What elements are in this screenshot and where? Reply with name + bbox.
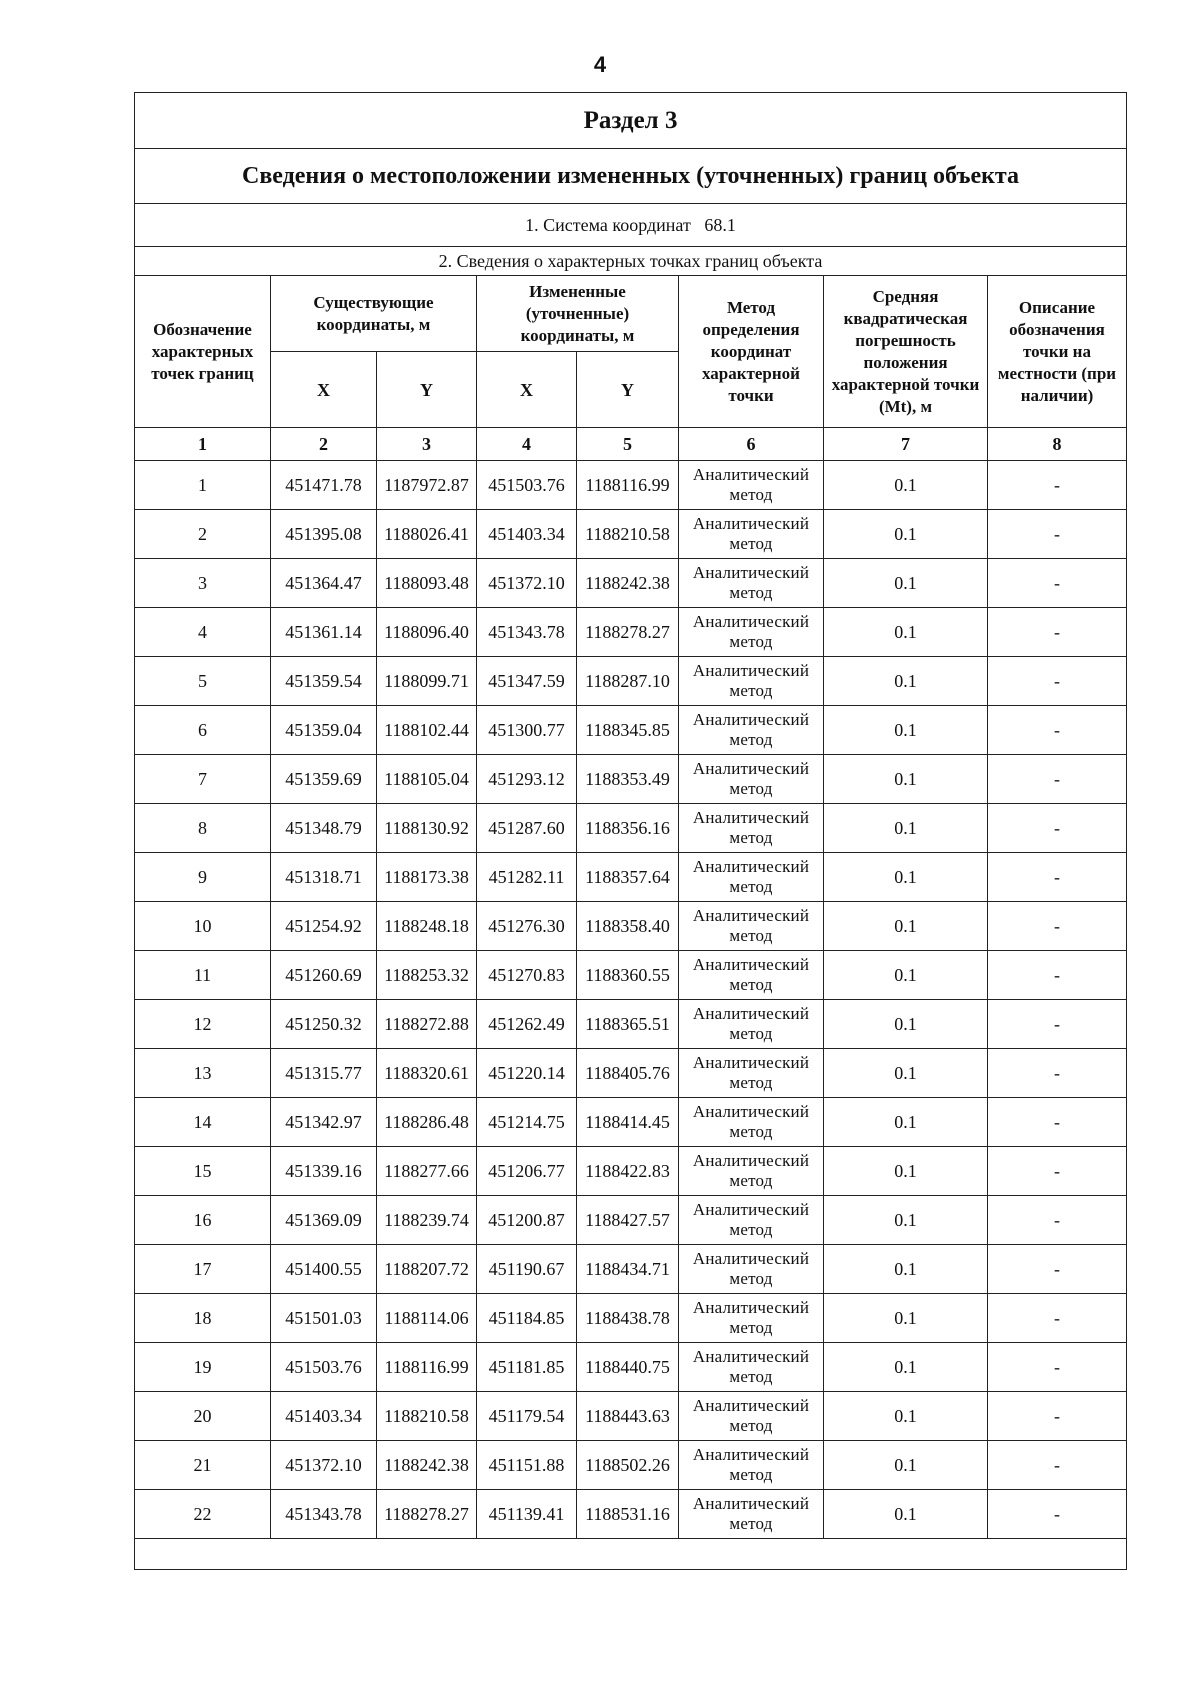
mean-error-cell: 0.1 (824, 853, 988, 902)
existing-x-cell: 451361.14 (271, 608, 377, 657)
existing-y-cell: 1188253.32 (377, 951, 477, 1000)
description-cell: - (988, 559, 1127, 608)
column-number: 1 (135, 428, 271, 461)
description-cell: - (988, 608, 1127, 657)
changed-y-cell: 1188365.51 (577, 1000, 679, 1049)
existing-x-cell: 451403.34 (271, 1392, 377, 1441)
description-cell: - (988, 1392, 1127, 1441)
changed-x-cell: 451181.85 (477, 1343, 577, 1392)
existing-x-cell: 451315.77 (271, 1049, 377, 1098)
changed-x-cell: 451403.34 (477, 510, 577, 559)
method-cell: Аналитический метод (679, 1294, 824, 1343)
mean-error-cell: 0.1 (824, 755, 988, 804)
mean-error-cell: 0.1 (824, 1490, 988, 1539)
existing-y-cell: 1188277.66 (377, 1147, 477, 1196)
changed-y-cell: 1188531.16 (577, 1490, 679, 1539)
document-subtitle: Сведения о местоположении измененных (уточненных) границ объекта (135, 149, 1127, 204)
method-cell: Аналитический метод (679, 1343, 824, 1392)
existing-x-cell: 451260.69 (271, 951, 377, 1000)
description-cell: - (988, 1245, 1127, 1294)
existing-y-cell: 1188320.61 (377, 1049, 477, 1098)
description-cell: - (988, 1147, 1127, 1196)
table-row (135, 510, 1127, 559)
column-number: 2 (271, 428, 377, 461)
point-number-cell: 12 (135, 1000, 271, 1049)
changed-x-cell: 451293.12 (477, 755, 577, 804)
existing-y-cell: 1188242.38 (377, 1441, 477, 1490)
mean-error-cell: 0.1 (824, 608, 988, 657)
existing-y-cell: 1188286.48 (377, 1098, 477, 1147)
changed-y-cell: 1188440.75 (577, 1343, 679, 1392)
changed-x-cell: 451270.83 (477, 951, 577, 1000)
table-row (135, 1490, 1127, 1539)
point-number-cell: 21 (135, 1441, 271, 1490)
existing-y-cell: 1188105.04 (377, 755, 477, 804)
changed-y-cell: 1188353.49 (577, 755, 679, 804)
point-number-cell: 22 (135, 1490, 271, 1539)
description-cell: - (988, 1000, 1127, 1049)
changed-x-cell: 451179.54 (477, 1392, 577, 1441)
empty-cell (135, 1539, 1127, 1570)
point-number-cell: 13 (135, 1049, 271, 1098)
description-cell: - (988, 951, 1127, 1000)
description-cell: - (988, 510, 1127, 559)
table-row (135, 853, 1127, 902)
description-cell: - (988, 755, 1127, 804)
method-cell: Аналитический метод (679, 951, 824, 1000)
existing-y-cell: 1188210.58 (377, 1392, 477, 1441)
changed-x-cell: 451300.77 (477, 706, 577, 755)
existing-y-cell: 1188130.92 (377, 804, 477, 853)
description-cell: - (988, 1490, 1127, 1539)
changed-x-cell: 451220.14 (477, 1049, 577, 1098)
existing-x-cell: 451348.79 (271, 804, 377, 853)
mean-error-cell: 0.1 (824, 1147, 988, 1196)
method-cell: Аналитический метод (679, 1000, 824, 1049)
table-row (135, 608, 1127, 657)
method-cell: Аналитический метод (679, 1490, 824, 1539)
table-row (135, 1294, 1127, 1343)
existing-y-cell: 1188096.40 (377, 608, 477, 657)
changed-x-cell: 451287.60 (477, 804, 577, 853)
table-row (135, 1245, 1127, 1294)
existing-x-cell: 451339.16 (271, 1147, 377, 1196)
existing-x-cell: 451342.97 (271, 1098, 377, 1147)
changed-y-cell: 1188116.99 (577, 461, 679, 510)
table-row (135, 461, 1127, 510)
coordinate-system-label: 1. Система координат (525, 214, 691, 235)
existing-y-cell: 1188102.44 (377, 706, 477, 755)
changed-x-cell: 451139.41 (477, 1490, 577, 1539)
method-cell: Аналитический метод (679, 902, 824, 951)
changed-y-cell: 1188287.10 (577, 657, 679, 706)
mean-error-cell: 0.1 (824, 902, 988, 951)
changed-y-cell: 1188360.55 (577, 951, 679, 1000)
existing-x-cell: 451250.32 (271, 1000, 377, 1049)
changed-x-cell: 451190.67 (477, 1245, 577, 1294)
changed-x-cell: 451372.10 (477, 559, 577, 608)
table-row (135, 755, 1127, 804)
existing-x-cell: 451359.69 (271, 755, 377, 804)
page-number: 4 (593, 52, 607, 77)
point-number-cell: 16 (135, 1196, 271, 1245)
point-number-cell: 2 (135, 510, 271, 559)
changed-y-cell: 1188405.76 (577, 1049, 679, 1098)
existing-y-cell: 1188239.74 (377, 1196, 477, 1245)
table-row (135, 804, 1127, 853)
point-number-cell: 1 (135, 461, 271, 510)
header-changed-coordinates: Измененные (уточненные) координаты, м (477, 276, 679, 352)
existing-x-cell: 451501.03 (271, 1294, 377, 1343)
point-number-cell: 20 (135, 1392, 271, 1441)
point-number-cell: 7 (135, 755, 271, 804)
mean-error-cell: 0.1 (824, 706, 988, 755)
mean-error-cell: 0.1 (824, 1294, 988, 1343)
existing-x-cell: 451254.92 (271, 902, 377, 951)
description-cell: - (988, 804, 1127, 853)
table-row (135, 1147, 1127, 1196)
method-cell: Аналитический метод (679, 1098, 824, 1147)
point-number-cell: 19 (135, 1343, 271, 1392)
coordinate-system-value: 68.1 (704, 214, 736, 235)
existing-y-cell: 1188248.18 (377, 902, 477, 951)
method-cell: Аналитический метод (679, 608, 824, 657)
description-cell: - (988, 1343, 1127, 1392)
description-cell: - (988, 1098, 1127, 1147)
existing-y-cell: 1188116.99 (377, 1343, 477, 1392)
table-row (135, 1000, 1127, 1049)
mean-error-cell: 0.1 (824, 1343, 988, 1392)
point-number-cell: 9 (135, 853, 271, 902)
existing-y-cell: 1188272.88 (377, 1000, 477, 1049)
description-cell: - (988, 1441, 1127, 1490)
point-number-cell: 17 (135, 1245, 271, 1294)
method-cell: Аналитический метод (679, 1049, 824, 1098)
changed-y-cell: 1188358.40 (577, 902, 679, 951)
changed-y-cell: 1188278.27 (577, 608, 679, 657)
changed-y-cell: 1188422.83 (577, 1147, 679, 1196)
description-cell: - (988, 706, 1127, 755)
description-cell: - (988, 902, 1127, 951)
existing-y-cell: 1188114.06 (377, 1294, 477, 1343)
table-row (135, 657, 1127, 706)
section-title: Раздел 3 (135, 93, 1127, 149)
mean-error-cell: 0.1 (824, 461, 988, 510)
points-info-label: 2. Сведения о характерных точках границ объекта (135, 247, 1127, 276)
method-cell: Аналитический метод (679, 559, 824, 608)
changed-x-cell: 451206.77 (477, 1147, 577, 1196)
column-number: 4 (477, 428, 577, 461)
mean-error-cell: 0.1 (824, 1049, 988, 1098)
changed-x-cell: 451347.59 (477, 657, 577, 706)
changed-y-cell: 1188427.57 (577, 1196, 679, 1245)
mean-error-cell: 0.1 (824, 1245, 988, 1294)
header-description: Описание обозначения точки на местности (при наличии) (988, 276, 1127, 428)
changed-y-cell: 1188357.64 (577, 853, 679, 902)
mean-error-cell: 0.1 (824, 1000, 988, 1049)
existing-y-cell: 1188173.38 (377, 853, 477, 902)
changed-y-cell: 1188502.26 (577, 1441, 679, 1490)
existing-y-cell: 1188207.72 (377, 1245, 477, 1294)
existing-x-cell: 451400.55 (271, 1245, 377, 1294)
table-row (135, 951, 1127, 1000)
changed-y-cell: 1188356.16 (577, 804, 679, 853)
method-cell: Аналитический метод (679, 1196, 824, 1245)
description-cell: - (988, 1049, 1127, 1098)
header-existing-x: X (271, 352, 377, 428)
method-cell: Аналитический метод (679, 755, 824, 804)
header-designation: Обозначение характерных точек границ (135, 276, 271, 428)
point-number-cell: 8 (135, 804, 271, 853)
description-cell: - (988, 1294, 1127, 1343)
header-changed-x: X (477, 352, 577, 428)
column-number: 6 (679, 428, 824, 461)
table-row (135, 902, 1127, 951)
method-cell: Аналитический метод (679, 804, 824, 853)
mean-error-cell: 0.1 (824, 1392, 988, 1441)
mean-error-cell: 0.1 (824, 804, 988, 853)
header-mean-error: Средняя квадратическая погрешность положения характерной точки (Mt), м (824, 276, 988, 428)
point-number-cell: 18 (135, 1294, 271, 1343)
existing-y-cell: 1188093.48 (377, 559, 477, 608)
existing-x-cell: 451359.54 (271, 657, 377, 706)
existing-x-cell: 451471.78 (271, 461, 377, 510)
existing-y-cell: 1187972.87 (377, 461, 477, 510)
table-row (135, 706, 1127, 755)
existing-y-cell: 1188278.27 (377, 1490, 477, 1539)
point-number-cell: 11 (135, 951, 271, 1000)
point-number-cell: 5 (135, 657, 271, 706)
changed-x-cell: 451343.78 (477, 608, 577, 657)
changed-y-cell: 1188210.58 (577, 510, 679, 559)
column-number: 3 (377, 428, 477, 461)
existing-y-cell: 1188026.41 (377, 510, 477, 559)
existing-x-cell: 451369.09 (271, 1196, 377, 1245)
column-number: 8 (988, 428, 1127, 461)
header-changed-y: Y (577, 352, 679, 428)
method-cell: Аналитический метод (679, 1147, 824, 1196)
mean-error-cell: 0.1 (824, 657, 988, 706)
existing-y-cell: 1188099.71 (377, 657, 477, 706)
point-number-cell: 15 (135, 1147, 271, 1196)
column-number: 5 (577, 428, 679, 461)
mean-error-cell: 0.1 (824, 1196, 988, 1245)
description-cell: - (988, 853, 1127, 902)
empty-row (135, 1539, 1127, 1570)
changed-y-cell: 1188434.71 (577, 1245, 679, 1294)
boundary-points-table (134, 92, 1127, 1570)
changed-x-cell: 451276.30 (477, 902, 577, 951)
table-row (135, 1049, 1127, 1098)
mean-error-cell: 0.1 (824, 559, 988, 608)
existing-x-cell: 451372.10 (271, 1441, 377, 1490)
header-existing-coordinates: Существующие координаты, м (271, 276, 477, 352)
changed-y-cell: 1188345.85 (577, 706, 679, 755)
method-cell: Аналитический метод (679, 1441, 824, 1490)
header-method: Метод определения координат характерной точки (679, 276, 824, 428)
method-cell: Аналитический метод (679, 510, 824, 559)
changed-x-cell: 451184.85 (477, 1294, 577, 1343)
changed-y-cell: 1188443.63 (577, 1392, 679, 1441)
table-row (135, 1196, 1127, 1245)
table-row (135, 559, 1127, 608)
description-cell: - (988, 1196, 1127, 1245)
existing-x-cell: 451359.04 (271, 706, 377, 755)
table-row (135, 1098, 1127, 1147)
changed-x-cell: 451200.87 (477, 1196, 577, 1245)
table-row (135, 1392, 1127, 1441)
existing-x-cell: 451318.71 (271, 853, 377, 902)
changed-y-cell: 1188414.45 (577, 1098, 679, 1147)
point-number-cell: 14 (135, 1098, 271, 1147)
changed-x-cell: 451262.49 (477, 1000, 577, 1049)
changed-x-cell: 451503.76 (477, 461, 577, 510)
changed-x-cell: 451282.11 (477, 853, 577, 902)
table-row (135, 1441, 1127, 1490)
mean-error-cell: 0.1 (824, 1098, 988, 1147)
mean-error-cell: 0.1 (824, 1441, 988, 1490)
description-cell: - (988, 461, 1127, 510)
changed-x-cell: 451214.75 (477, 1098, 577, 1147)
existing-x-cell: 451343.78 (271, 1490, 377, 1539)
existing-x-cell: 451503.76 (271, 1343, 377, 1392)
method-cell: Аналитический метод (679, 853, 824, 902)
changed-y-cell: 1188242.38 (577, 559, 679, 608)
description-cell: - (988, 657, 1127, 706)
method-cell: Аналитический метод (679, 1392, 824, 1441)
point-number-cell: 10 (135, 902, 271, 951)
method-cell: Аналитический метод (679, 461, 824, 510)
table-row (135, 1343, 1127, 1392)
mean-error-cell: 0.1 (824, 510, 988, 559)
existing-x-cell: 451395.08 (271, 510, 377, 559)
mean-error-cell: 0.1 (824, 951, 988, 1000)
changed-x-cell: 451151.88 (477, 1441, 577, 1490)
point-number-cell: 4 (135, 608, 271, 657)
coordinate-system (135, 204, 1127, 247)
method-cell: Аналитический метод (679, 1245, 824, 1294)
point-number-cell: 6 (135, 706, 271, 755)
method-cell: Аналитический метод (679, 706, 824, 755)
header-existing-y: Y (377, 352, 477, 428)
point-number-cell: 3 (135, 559, 271, 608)
method-cell: Аналитический метод (679, 657, 824, 706)
existing-x-cell: 451364.47 (271, 559, 377, 608)
changed-y-cell: 1188438.78 (577, 1294, 679, 1343)
column-number: 7 (824, 428, 988, 461)
